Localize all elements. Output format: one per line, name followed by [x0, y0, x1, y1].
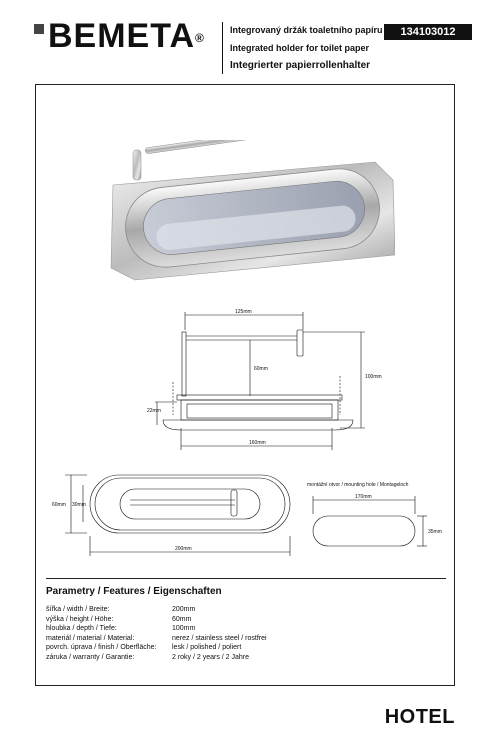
param-label: hloubka / depth / Tiefe:: [46, 625, 117, 632]
param-row: [46, 615, 292, 625]
header: [0, 0, 477, 80]
param-row: [46, 605, 292, 615]
title-czech: Integrovaný držák toaletního papíru: [230, 25, 383, 35]
registered-mark: ®: [195, 31, 205, 45]
brand-logo: [48, 18, 205, 54]
dim-hole-height: 35mm: [428, 529, 442, 535]
dim-height-outer: 60mm: [52, 502, 66, 508]
param-row: [46, 653, 292, 663]
section-divider: [46, 578, 446, 579]
technical-drawings: [35, 300, 455, 580]
header-divider: [222, 22, 223, 74]
mounting-hole-label: montážní otvor / mounting hole / Montageloch: [307, 482, 409, 488]
param-value: 100mm: [172, 625, 196, 632]
category-label: HOTEL: [384, 706, 455, 728]
dim-inner-width: 160mm: [249, 440, 266, 446]
dim-frame: 22mm: [147, 408, 161, 414]
param-value: 200mm: [172, 606, 196, 613]
param-row: [46, 624, 292, 634]
params-title: Parametry / Features / Eigenschaften: [46, 586, 222, 597]
params-table: [46, 605, 292, 662]
param-value: 2 roky / 2 years / 2 Jahre: [172, 653, 250, 661]
dim-total-depth: 100mm: [365, 374, 382, 380]
param-row: [46, 643, 292, 653]
param-label: povrch. úprava / finish / Oberfläche:: [46, 644, 157, 651]
dim-hole-width: 170mm: [355, 494, 372, 500]
param-label: záruka / warranty / Garantie:: [46, 653, 135, 661]
param-value: 60mm: [172, 615, 192, 623]
param-row: [46, 634, 292, 644]
param-label: výška / height / Höhe:: [46, 615, 114, 623]
param-label: šířka / width / Breite:: [46, 606, 110, 613]
dim-height-inner: 30mm: [72, 502, 86, 508]
product-photo: [105, 140, 395, 290]
dim-total-width: 200mm: [175, 546, 192, 552]
title-english: Integrated holder for toilet paper: [230, 43, 370, 53]
param-value: lesk / polished / poliert: [172, 644, 242, 651]
param-value: nerez / stainless steel / rostfrei: [172, 634, 267, 642]
brand-name: BEMETA: [48, 17, 196, 55]
title-german: Integrierter papierrollenhalter: [230, 60, 371, 71]
logo-square: [34, 24, 44, 34]
dim-width-top: 125mm: [235, 309, 252, 315]
product-code: 134103012: [384, 24, 472, 40]
param-label: materiál / material / Material:: [46, 634, 135, 642]
dim-depth: 60mm: [254, 366, 268, 372]
